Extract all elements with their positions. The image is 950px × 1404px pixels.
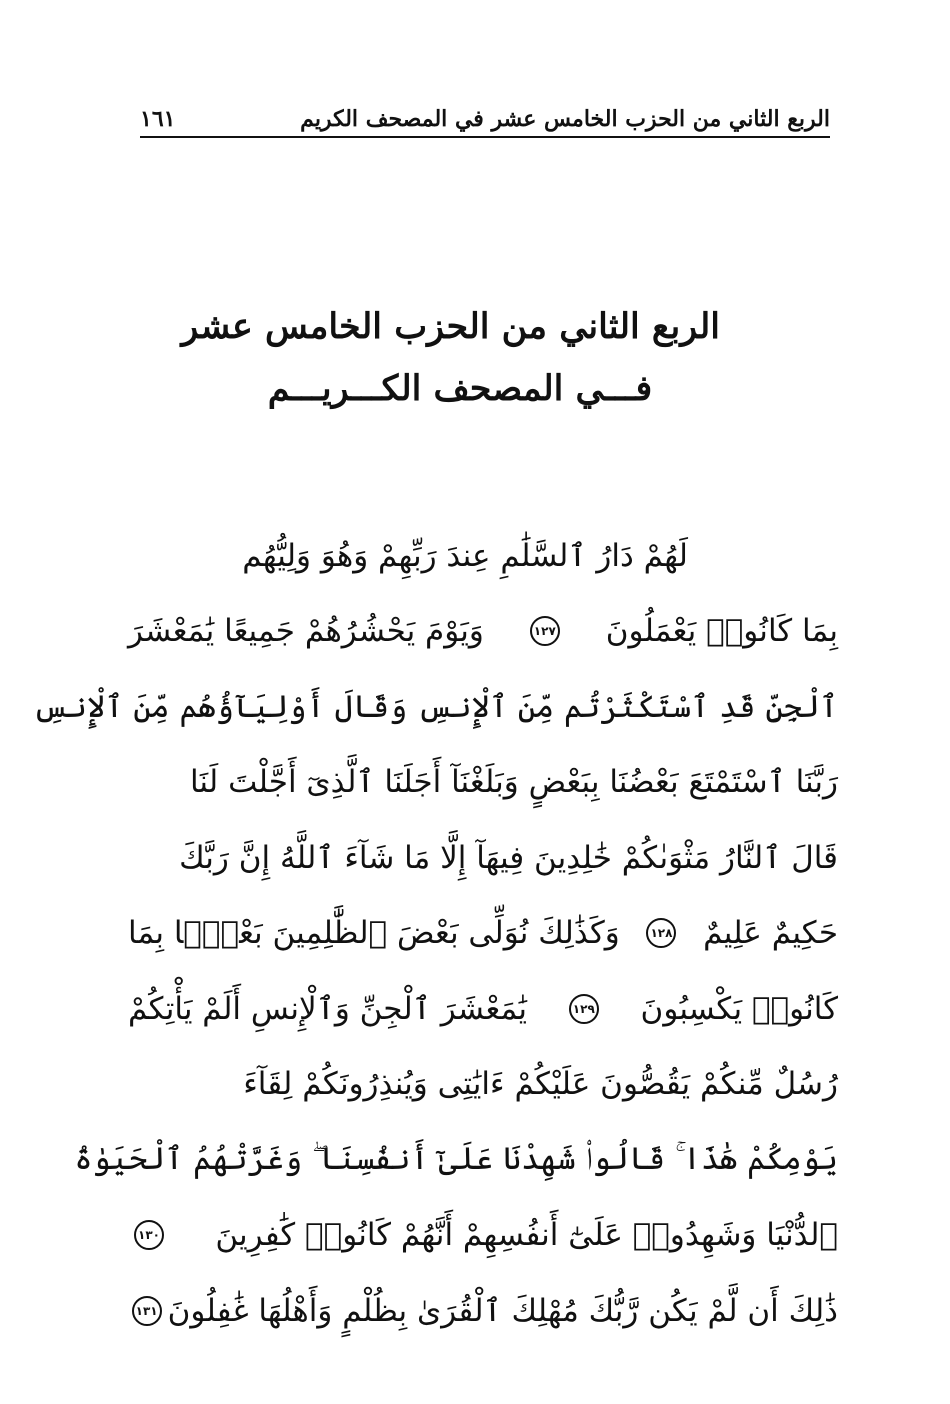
verse-text: وَيَوْمَ يَحْشُرُهُمْ جَمِيعًا يَٰمَعْشَرَ [128, 613, 484, 650]
ayah-number-marker: ١٢٩ [569, 994, 599, 1024]
verse-text: رَبَّنَا ٱسْتَمْتَعَ بَعْضُنَا بِبَعْضٍ وَبَلَغْنَآ أَجَلَنَا ٱلَّذِىٓ أَجَّلْتَ لَنَا [189, 764, 838, 801]
verse-text: حَكِيمٌ عَلِيمٌ [703, 915, 838, 952]
verse-text: يَوْمِكُمْ هَٰذَا ۚ قَالُوا۟ شَهِدْنَا عَلَىٰٓ أَنفُسِنَا ۖ وَغَرَّتْهُمُ ٱلْحَيَوٰةُ [74, 1141, 838, 1178]
verse-text: يَٰمَعْشَرَ ٱلْجِنِّ وَٱلْإِنسِ أَلَمْ يَأْتِكُمْ [128, 990, 528, 1027]
heading-line-2: فـــي المصحف الكـــريـــم [267, 368, 653, 409]
ayah-number-marker: ١٣١ [132, 1296, 162, 1326]
verse-text: قَالَ ٱلنَّارُ مَثْوَىٰكُمْ خَٰلِدِينَ فِيهَآ إِلَّا مَا شَآءَ ٱللَّهُ إِنَّ رَبَّكَ [179, 839, 838, 876]
running-title: الربع الثاني من الحزب الخامس عشر في المصحف الكريم [300, 106, 830, 132]
ayah-number-marker: ١٣٠ [134, 1220, 164, 1250]
verse-text: كَانُوا۟ يَكْسِبُونَ [640, 990, 838, 1027]
running-header [140, 102, 830, 138]
verse-text: وَكَذَٰلِكَ نُوَلِّى بَعْضَ ٱلظَّٰلِمِينَ بَعْضًۢا بِمَا [128, 915, 620, 952]
verse-line [128, 820, 838, 896]
verse-line [128, 1198, 838, 1274]
ayah-number-marker: ١٢٧ [530, 616, 560, 646]
page-number: ١٦١ [140, 106, 176, 132]
verse-line [128, 896, 838, 972]
verse-line [128, 971, 838, 1047]
verse-text: ٱلْجِنِّ قَدِ ٱسْتَكْثَرْتُم مِّنَ ٱلْإِنسِ وَقَالَ أَوْلِيَآؤُهُم مِّنَ ٱلْإِنسِ [32, 688, 838, 725]
verse-block [32, 518, 838, 1349]
verse-line [128, 594, 838, 670]
ayah-number-marker: ١٢٨ [646, 918, 676, 948]
verse-line [128, 518, 838, 594]
verse-text: ذَٰلِكَ أَن لَّمْ يَكُن رَّبُّكَ مُهْلِكَ ٱلْقُرَىٰ بِظُلْمٍ وَأَهْلُهَا غَٰفِلُونَ [167, 1292, 838, 1329]
verse-line [32, 669, 838, 745]
verse-text: رُسُلٌ مِّنكُمْ يَقُصُّونَ عَلَيْكُمْ ءَايَٰتِى وَيُنذِرُونَكُمْ لِقَآءَ [243, 1066, 838, 1103]
verse-text: لَهُمْ دَارُ ٱلسَّلَٰمِ عِندَ رَبِّهِمْ وَهُوَ وَلِيُّهُم [242, 537, 688, 574]
verse-line [74, 1122, 838, 1198]
verse-text: ٱلدُّنْيَا وَشَهِدُوا۟ عَلَىٰٓ أَنفُسِهِمْ أَنَّهُمْ كَانُوا۟ كَٰفِرِينَ [215, 1217, 838, 1254]
section-heading [181, 296, 720, 420]
verse-line [128, 1047, 838, 1123]
verse-text: بِمَا كَانُوا۟ يَعْمَلُونَ [605, 613, 838, 650]
verse-line [128, 1273, 838, 1349]
heading-line-1: الربع الثاني من الحزب الخامس عشر [181, 306, 720, 347]
verse-line [128, 745, 838, 821]
